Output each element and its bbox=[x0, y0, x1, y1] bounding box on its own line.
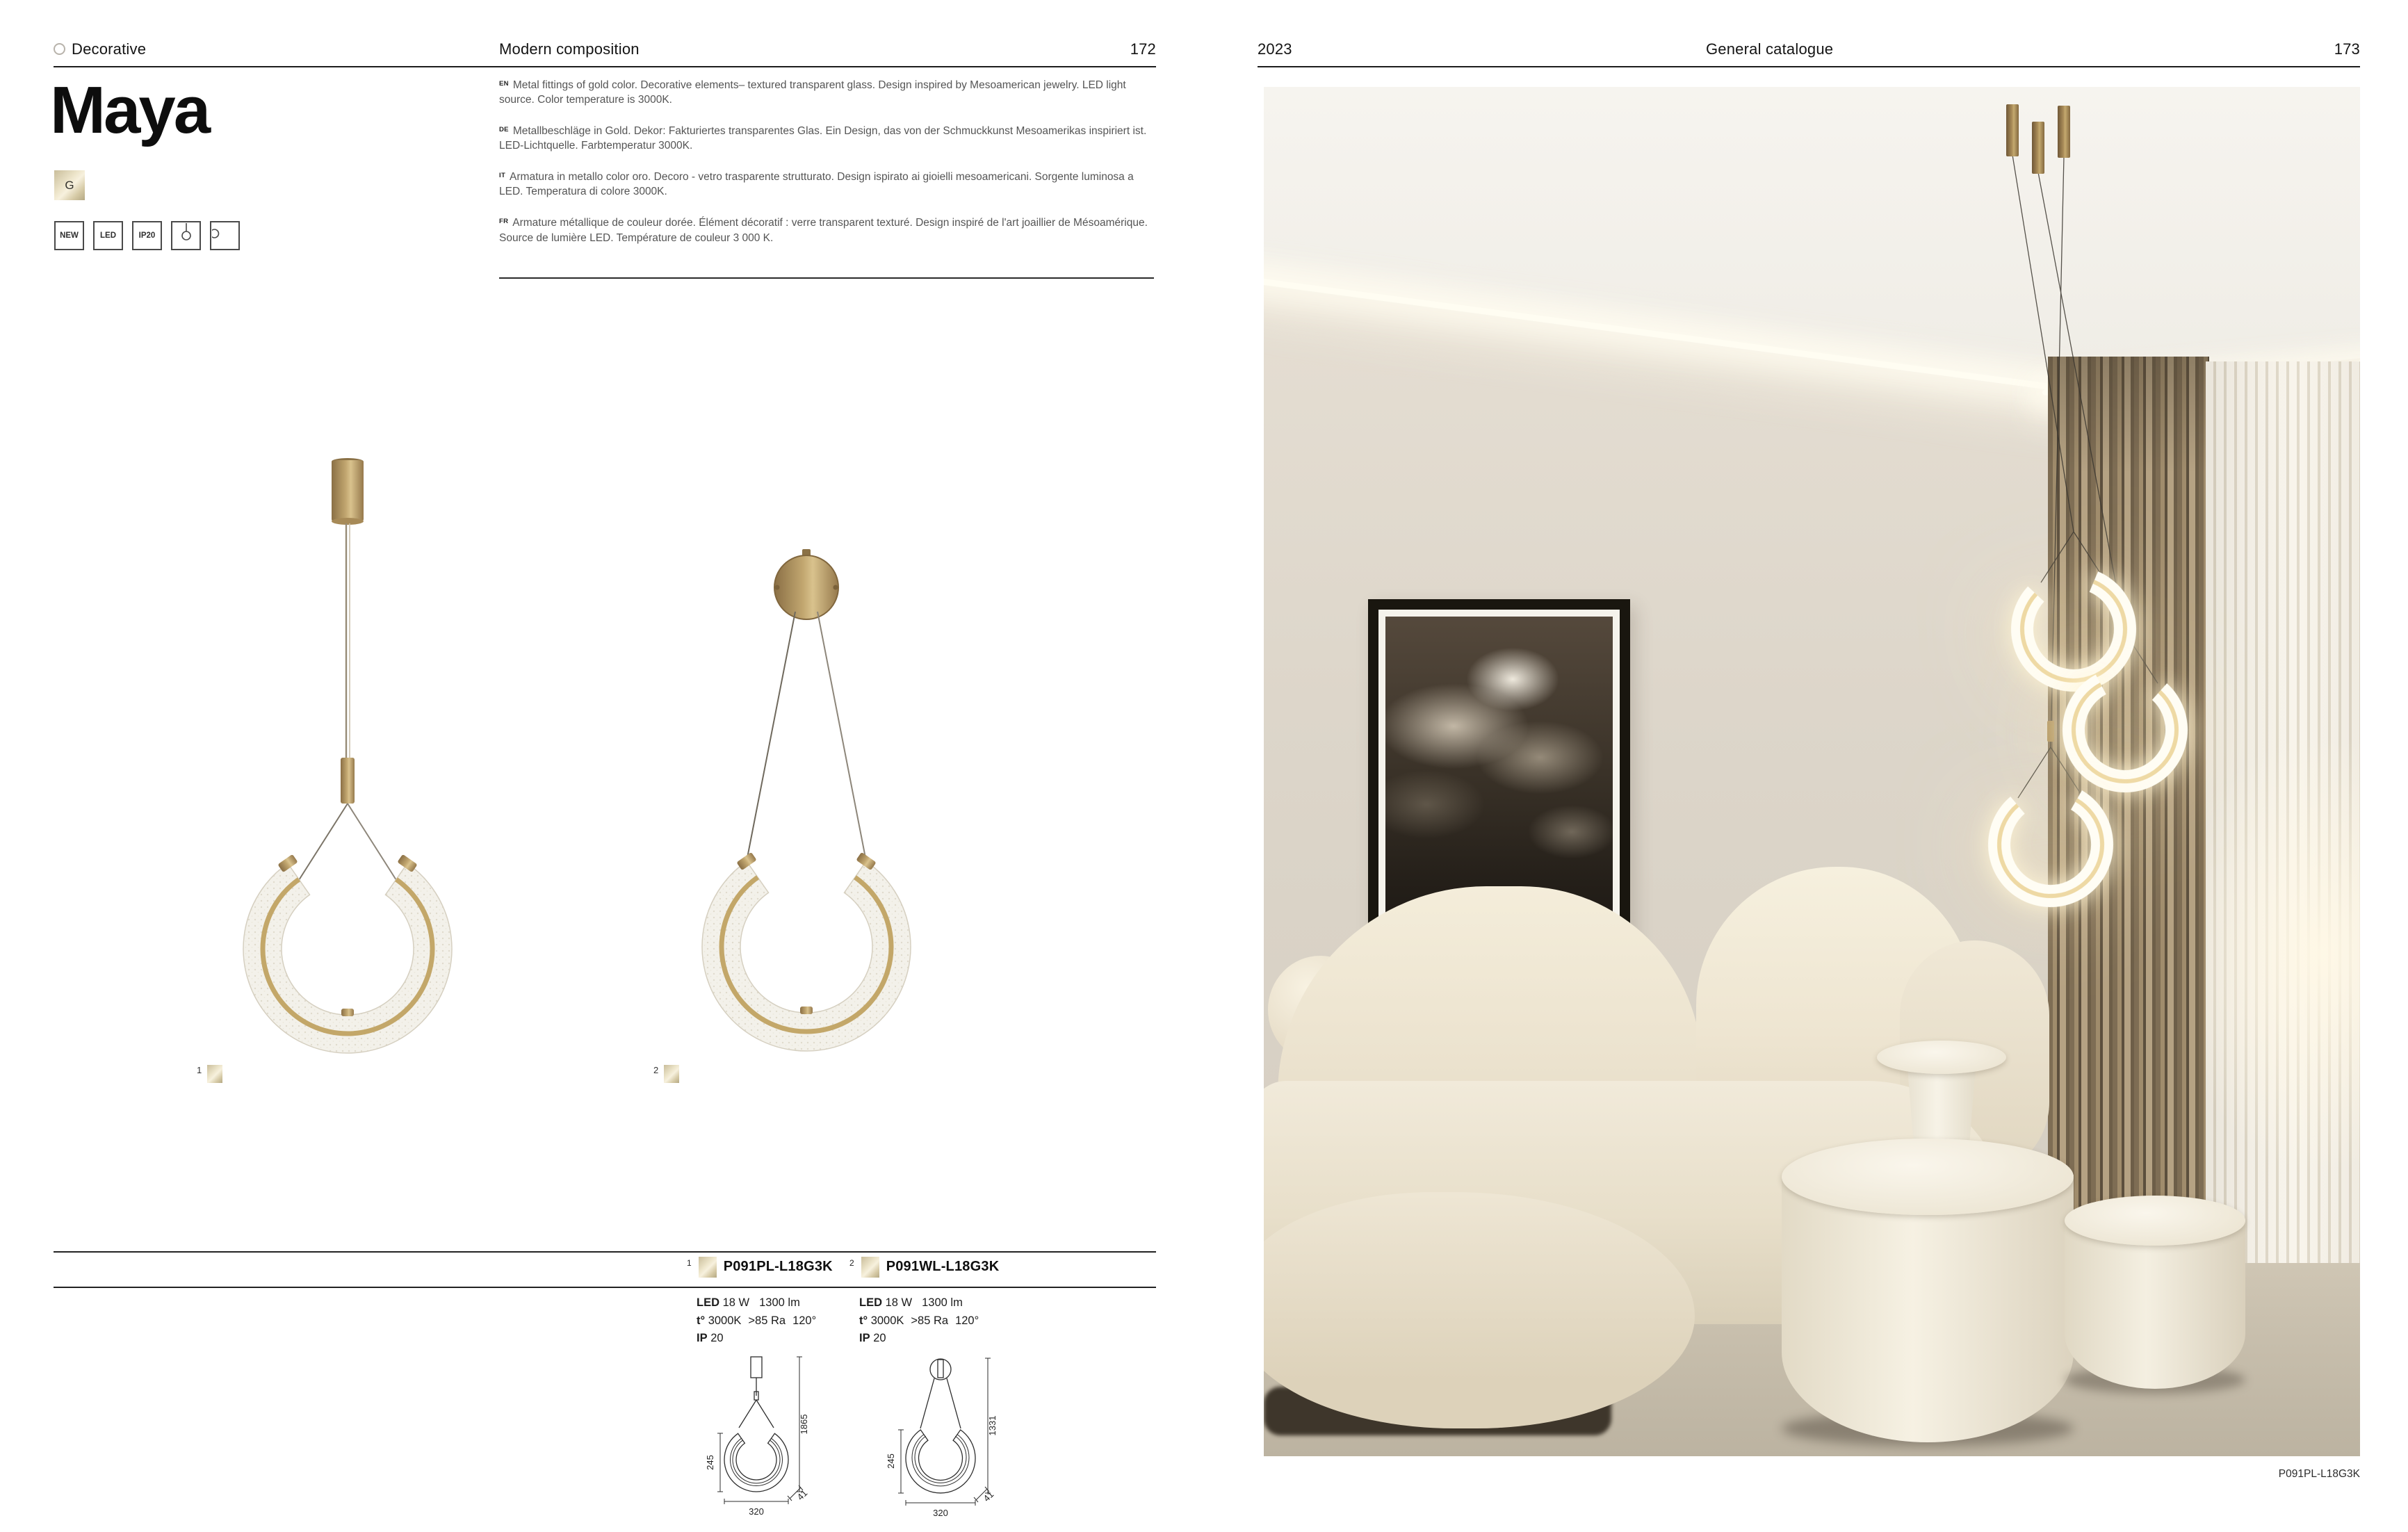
spec-line-ip: IP 20 bbox=[859, 1332, 886, 1345]
product-code-text: P091PL-L18G3K bbox=[723, 1259, 833, 1274]
figure-label-2 bbox=[653, 1065, 679, 1083]
product-title: Maya bbox=[50, 73, 209, 147]
finish-swatch-gold bbox=[54, 170, 85, 200]
product-code-swatch-gold bbox=[861, 1257, 879, 1278]
badge-wall-mount bbox=[210, 221, 240, 250]
maya-pendant-lit bbox=[1979, 773, 2122, 916]
coffee-table-large-top bbox=[1782, 1139, 2074, 1215]
description-de bbox=[499, 124, 1154, 153]
page-number-left: 172 bbox=[1130, 40, 1156, 58]
dim-height: 1865 bbox=[799, 1414, 809, 1435]
curtain-sheers bbox=[2206, 361, 2360, 1317]
description-fr-text: Armature métallique de couleur dorée. Élément décoratif : verre transparent texturé. Design inspiré de l'art joaillier de Mésoamérique. Source de lumière LED. Température de couleur 3 000 K. bbox=[499, 217, 1148, 244]
ceiling-canopy bbox=[2032, 122, 2044, 174]
description-it-text: Armatura in metallo color oro. Decoro - vetro trasparente strutturato. Design ispirato ai gioielli mesoamericani. Sorgente luminosa a LED. Temperatura di colore 3000K. bbox=[499, 171, 1134, 198]
catalogue-year: 2023 bbox=[1258, 40, 1292, 58]
finish-code: G bbox=[65, 178, 74, 192]
dim-width: 320 bbox=[749, 1506, 764, 1517]
pendant-mount-icon bbox=[173, 223, 200, 249]
spec-line-temp: t° 3000K >85 Ra 120° bbox=[697, 1314, 817, 1327]
badge-row bbox=[54, 221, 240, 250]
figure-swatch-gold bbox=[207, 1065, 222, 1083]
badge-pendant-mount bbox=[171, 221, 201, 250]
spec-rule-top bbox=[54, 1251, 1156, 1253]
dim-fixture: 245 bbox=[705, 1455, 715, 1470]
dim-depth: 41 bbox=[795, 1488, 810, 1503]
header-rule bbox=[54, 66, 1156, 67]
badge-ip20: IP20 bbox=[132, 221, 162, 250]
dimension-diagram-pendant bbox=[695, 1354, 820, 1519]
catalog-right-page bbox=[1204, 0, 2408, 1532]
side-table-top bbox=[1877, 1041, 2006, 1074]
spec-block-1 bbox=[697, 1294, 816, 1348]
product-code-sup: 2 bbox=[849, 1258, 854, 1268]
wall-mount-icon bbox=[212, 223, 238, 249]
spec-block-2 bbox=[859, 1294, 979, 1348]
interior-photo bbox=[1264, 87, 2360, 1456]
photo-caption-code: P091PL-L18G3K bbox=[2278, 1468, 2360, 1480]
badge-led: LED bbox=[93, 221, 123, 250]
product-code-sup: 1 bbox=[687, 1258, 692, 1268]
spec-line-temp: t° 3000K >85 Ra 120° bbox=[859, 1314, 979, 1327]
header-rule bbox=[1258, 66, 2360, 67]
lang-tag-fr: FR bbox=[499, 218, 509, 226]
dimension-diagram-wall bbox=[874, 1354, 1010, 1519]
dim-height: 1331 bbox=[987, 1415, 998, 1436]
spec-line-ip: IP 20 bbox=[697, 1332, 724, 1345]
page-number-right: 173 bbox=[2334, 40, 2360, 58]
spec-rule-bottom bbox=[54, 1287, 1156, 1288]
ceiling-canopy bbox=[2006, 104, 2019, 156]
collection-title: Modern composition bbox=[499, 40, 640, 58]
lang-tag-de: DE bbox=[499, 126, 509, 134]
dim-fixture: 245 bbox=[886, 1453, 896, 1469]
catalogue-title: General catalogue bbox=[1706, 40, 1834, 58]
description-it bbox=[499, 170, 1154, 199]
product-render-pendant bbox=[233, 452, 462, 1064]
product-render-wall bbox=[688, 514, 925, 1064]
description-de-text: Metallbeschläge in Gold. Dekor: Fakturiertes transparentes Glas. Ein Design, das von der Schmuckkunst Mesoamerikas inspiriert ist. LED-Lichtquelle. Farbtemperatur 3000K. bbox=[499, 125, 1147, 152]
description-fr bbox=[499, 215, 1154, 245]
product-code-swatch-gold bbox=[699, 1257, 717, 1278]
spec-line-led: LED 18 W 1300 lm bbox=[697, 1296, 800, 1309]
figure-swatch-gold bbox=[664, 1065, 679, 1083]
spec-line-led: LED 18 W 1300 lm bbox=[859, 1296, 963, 1309]
description-en-text: Metal fittings of gold color. Decorative elements– textured transparent glass. Design inspired by Mesoamerican jewelry. LED light source. Color temperature is 3000K. bbox=[499, 79, 1126, 106]
dim-depth: 41 bbox=[981, 1489, 996, 1504]
section-label: Decorative bbox=[72, 40, 147, 58]
figure-number: 2 bbox=[653, 1065, 659, 1075]
figure-label-1 bbox=[197, 1065, 222, 1083]
badge-new: NEW bbox=[54, 221, 84, 250]
description-block bbox=[499, 78, 1154, 245]
description-rule bbox=[499, 277, 1154, 279]
figure-number: 1 bbox=[197, 1065, 202, 1075]
description-en bbox=[499, 78, 1154, 107]
product-code-text: P091WL-L18G3K bbox=[886, 1259, 1000, 1274]
ceiling-canopy bbox=[2058, 106, 2070, 158]
coffee-table-small-top bbox=[2065, 1196, 2245, 1246]
lang-tag-it: IT bbox=[499, 172, 506, 180]
dim-width: 320 bbox=[933, 1508, 948, 1518]
lang-tag-en: EN bbox=[499, 80, 509, 88]
product-code-2 bbox=[849, 1257, 999, 1278]
product-code-1 bbox=[687, 1257, 833, 1278]
